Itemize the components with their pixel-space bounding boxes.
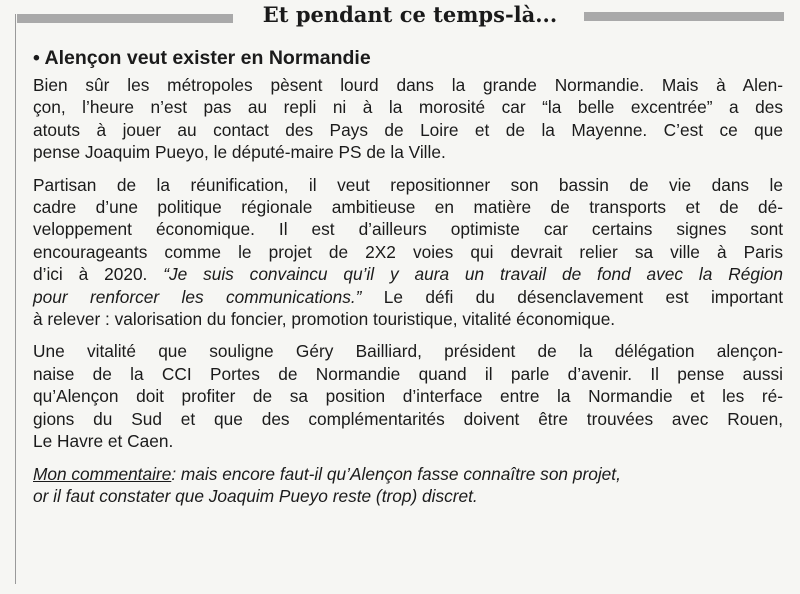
text-line: gions du Sud et que des complémentarités doivent être trouvées avec Rouen,: [33, 408, 783, 429]
comment-text: or il faut constater que Joaquim Pueyo reste (trop) discret.: [33, 485, 478, 506]
text-line: à relever : valorisation du foncier, promotion touristique, vitalité économique.: [33, 309, 616, 330]
text-line: encourageants comme le projet de 2X2 voies qui devrait relier sa ville à Paris: [33, 241, 783, 262]
text-line: atouts à jouer au contact des Pays de Loire et de la Mayenne. C’est ce que: [33, 119, 783, 140]
paragraph-3: [33, 340, 783, 452]
text-line: Partisan de la réunification, il veut repositionner son bassin de vie dans le: [33, 174, 783, 195]
header-bar-left: [17, 14, 233, 23]
comment-label: Mon commentaire: [33, 463, 172, 484]
text-line: [33, 485, 783, 507]
section-heading: Et pendant ce temps-là...: [262, 2, 558, 27]
paragraph-2: [33, 174, 783, 331]
text-plain: d’ici à 2020.: [33, 264, 164, 285]
text-plain: Le défi du désenclavement est important: [361, 286, 783, 307]
left-border-rule: [15, 14, 16, 584]
text-line: cadre d’une politique régionale ambitieuse en matière de transports et de dé-: [33, 197, 783, 218]
text-line: [33, 263, 783, 285]
text-line: Bien sûr les métropoles pèsent lourd dans la grande Normandie. Mais à Alen-: [33, 75, 783, 95]
article-subtitle: • Alençon veut exister en Normandie: [33, 47, 371, 69]
text-line: çon, l’heure n’est pas au repli ni à la morosité car “la belle excentrée” a des: [33, 97, 783, 118]
text-line: veloppement économique. Il est d’ailleurs optimiste car certains signes sont: [33, 219, 783, 240]
header-bar-right: [584, 12, 784, 21]
text-line: [33, 286, 783, 308]
comment-text: : mais encore faut-il qu’Alençon fasse connaître son projet,: [171, 463, 621, 484]
text-line: naise de la CCI Portes de Normandie quand il parle d’avenir. Il pense aussi: [33, 363, 783, 384]
quote-text: “Je suis convaincu qu’il y aura un travail de fond avec la Région: [163, 264, 783, 285]
comment-block: [33, 463, 783, 508]
text-line: qu’Alençon doit profiter de sa position d’interface entre la Normandie et les ré-: [33, 386, 783, 407]
text-line: pense Joaquim Pueyo, le député-maire PS de la Ville.: [33, 142, 446, 163]
text-line: Une vitalité que souligne Géry Bailliard, président de la délégation alençon-: [33, 341, 783, 362]
paragraph-1: [33, 74, 783, 164]
text-line: [33, 463, 783, 485]
quote-text: pour renforcer les communications.”: [33, 286, 362, 307]
article: [33, 46, 783, 517]
text-line: Le Havre et Caen.: [33, 431, 174, 452]
